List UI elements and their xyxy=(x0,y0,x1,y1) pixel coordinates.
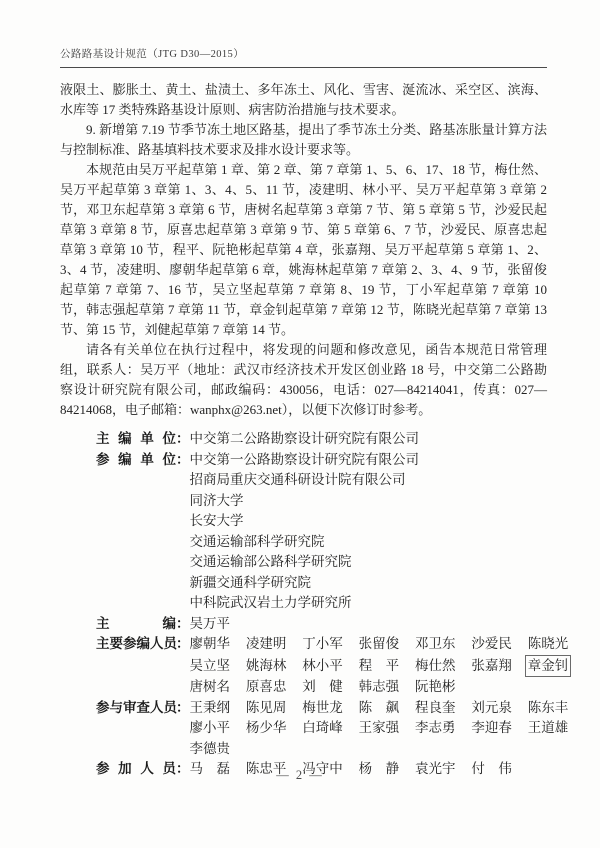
person-name: 吴立坚 xyxy=(189,657,230,673)
roster-section xyxy=(60,429,569,780)
person-name: 王道雄 xyxy=(527,720,569,735)
participating-unit: 交通运输部科学研究院 xyxy=(189,533,325,549)
reviewers-row xyxy=(190,739,570,760)
main-editors-row xyxy=(190,677,572,698)
person-name: 丁小军 xyxy=(302,636,343,651)
label-colon: ： xyxy=(176,615,190,631)
person-name: 陈 飙 xyxy=(358,699,400,715)
person-name: 马 磊 xyxy=(189,761,230,776)
person-name: 林小平 xyxy=(302,657,343,673)
participating-unit: 招商局重庆交通科研设计院有限公司 xyxy=(189,472,406,487)
person-name: 王家强 xyxy=(358,720,400,735)
person-name: 白琦峰 xyxy=(302,720,343,735)
chief-editor-label: 主编 xyxy=(96,615,176,631)
label-colon: ： xyxy=(176,699,190,715)
person-name: 杨少华 xyxy=(245,720,287,735)
roster-row-participating-units xyxy=(96,450,547,614)
page-content xyxy=(60,46,569,780)
main-editors-label: 主要参编人员 xyxy=(96,636,177,651)
foreword-body xyxy=(60,80,547,420)
reviewers-row xyxy=(190,718,570,739)
roster-row-reviewers xyxy=(96,698,569,760)
person-name: 梅世龙 xyxy=(302,699,343,715)
person-name: 付 伟 xyxy=(471,761,512,776)
roster-row-chief-editor xyxy=(96,614,547,635)
main-editors-row xyxy=(190,634,572,655)
roster-row-chief-unit xyxy=(96,429,547,450)
participating-unit: 同济大学 xyxy=(189,492,244,508)
person-name: 袁光宇 xyxy=(415,761,456,776)
person-name: 陈见周 xyxy=(245,699,287,715)
running-header xyxy=(60,46,547,61)
label-colon: ： xyxy=(176,636,190,651)
label-colon: ： xyxy=(176,431,190,446)
chief-editor-name: 吴万平 xyxy=(189,615,230,631)
page-number: — 2 — xyxy=(276,768,324,782)
label-colon: ： xyxy=(176,761,190,776)
person-name: 邓卫东 xyxy=(415,636,456,651)
paragraph-special-subgrade: 液限土、膨胀土、黄土、盐渍土、多年冻土、风化、雪害、涎流冰、采空区、滨海、水库等 17 类特殊路基设计原则、病害防治措施与技术要求。 xyxy=(60,82,547,117)
person-name: 冯守中 xyxy=(302,761,343,776)
label-colon: ： xyxy=(176,451,190,467)
main-editors-row xyxy=(190,655,572,678)
reviewers-label: 参与审查人员 xyxy=(96,699,177,715)
person-name: 王秉纲 xyxy=(189,699,230,715)
person-name: 廖朝华 xyxy=(189,636,230,651)
person-name: 梅仕然 xyxy=(415,657,456,673)
person-name-boxed: 章金钊 xyxy=(525,655,572,678)
chief-unit-value: 中交第二公路勘察设计研究院有限公司 xyxy=(189,431,419,446)
person-name: 程良奎 xyxy=(415,699,456,715)
paragraph-item-9: 9. 新增第 7.19 节季节冻土地区路基，提出了季节冻土分类、路基冻胀量计算方法与控制标准、路基填料技术要求及排水设计要求等。 xyxy=(60,122,547,157)
person-name: 姚海林 xyxy=(245,657,287,673)
person-name: 原喜忠 xyxy=(245,679,287,694)
person-name: 杨 静 xyxy=(358,761,400,776)
paragraph-drafting-credits: 本规范由吴万平起草第 1 章、第 2 章、第 7 章第 1、5、6、17、18 节，梅仕然、吴万平起草第 3 章第 1、3、4、5、11 节，凌建明、林小平、吴万平起草第 3 章第 2 节，邓卫东起草第 3 章第 6 节，唐树名起草第 3 章第 7 节、第 5 章第 5 节，沙爱民起草第 3 章第 8 节，原喜忠起草第 3 章第 9 节、第 5 章第 6、7 节，沙爱民、原喜忠起草第 3 章第 10 节，程平、阮艳彬起草第 4 章，张嘉翔、吴万平起草第 5 章第 1、2、3、4 节，凌建明、廖朝华起草第 6 章，姚海林起草第 7 章第 2、3、4、9 节，张留俊起草第 7 章第 7、16 节，吴立坚起草第 7 章第 8、19 节，丁小军起草第 7 章第 10 节，韩志强起草第 7 章第 11 节，章金钊起草第 7 章第 12 节，陈晓光起草第 7 章第 13 节、第 15 节，刘健起草第 7 章第 14 节。 xyxy=(60,162,547,337)
person-name: 李德贵 xyxy=(189,740,230,756)
person-name: 阮艳彬 xyxy=(415,679,456,694)
person-name: 张留俊 xyxy=(358,636,400,651)
person-name: 陈东丰 xyxy=(527,699,569,715)
person-name: 沙爱民 xyxy=(471,636,512,651)
paragraph-feedback-contact: 请各有关单位在执行过程中，将发现的问题和修改意见，函告本规范日常管理组，联系人：吴万平（地址：武汉市经济技术开发区创业路 18 号，中交第二公路勘察设计研究院有限公司，邮政编码：430056，电话：027—84214041，传真：027—84214068，电子邮箱：wanphx@263.net），以便下次修订时参考。 xyxy=(60,342,547,417)
roster-row-main-editors xyxy=(96,634,569,698)
reviewers-row xyxy=(190,698,570,719)
person-name: 刘元泉 xyxy=(471,699,512,715)
person-name: 张嘉翔 xyxy=(471,657,512,673)
header-rule xyxy=(60,67,547,68)
participating-unit: 新疆交通科学研究院 xyxy=(189,574,311,590)
person-name: 李迎春 xyxy=(471,720,512,735)
participating-unit: 长安大学 xyxy=(189,513,244,528)
participating-units-label: 参编单位 xyxy=(96,451,176,467)
person-name: 刘 健 xyxy=(302,679,343,694)
person-name: 李志勇 xyxy=(415,720,456,735)
person-name: 廖小平 xyxy=(189,720,230,735)
participating-unit: 中科院武汉岩土力学研究所 xyxy=(189,595,352,610)
person-name: 韩志强 xyxy=(358,679,400,694)
person-name: 陈晓光 xyxy=(527,636,569,651)
chief-unit-label: 主编单位 xyxy=(96,431,176,446)
person-name: 唐树名 xyxy=(189,679,230,694)
participating-unit: 交通运输部公路科学研究院 xyxy=(189,554,352,569)
participating-unit: 中交第一公路勘察设计研究院有限公司 xyxy=(189,451,419,467)
person-name: 陈忠平 xyxy=(245,761,287,776)
running-header-title: 公路路基设计规范（JTG D30—2015） xyxy=(60,49,245,60)
person-name: 程 平 xyxy=(358,657,400,673)
person-name: 凌建明 xyxy=(245,636,287,651)
participants-label: 参加人员 xyxy=(96,761,176,776)
